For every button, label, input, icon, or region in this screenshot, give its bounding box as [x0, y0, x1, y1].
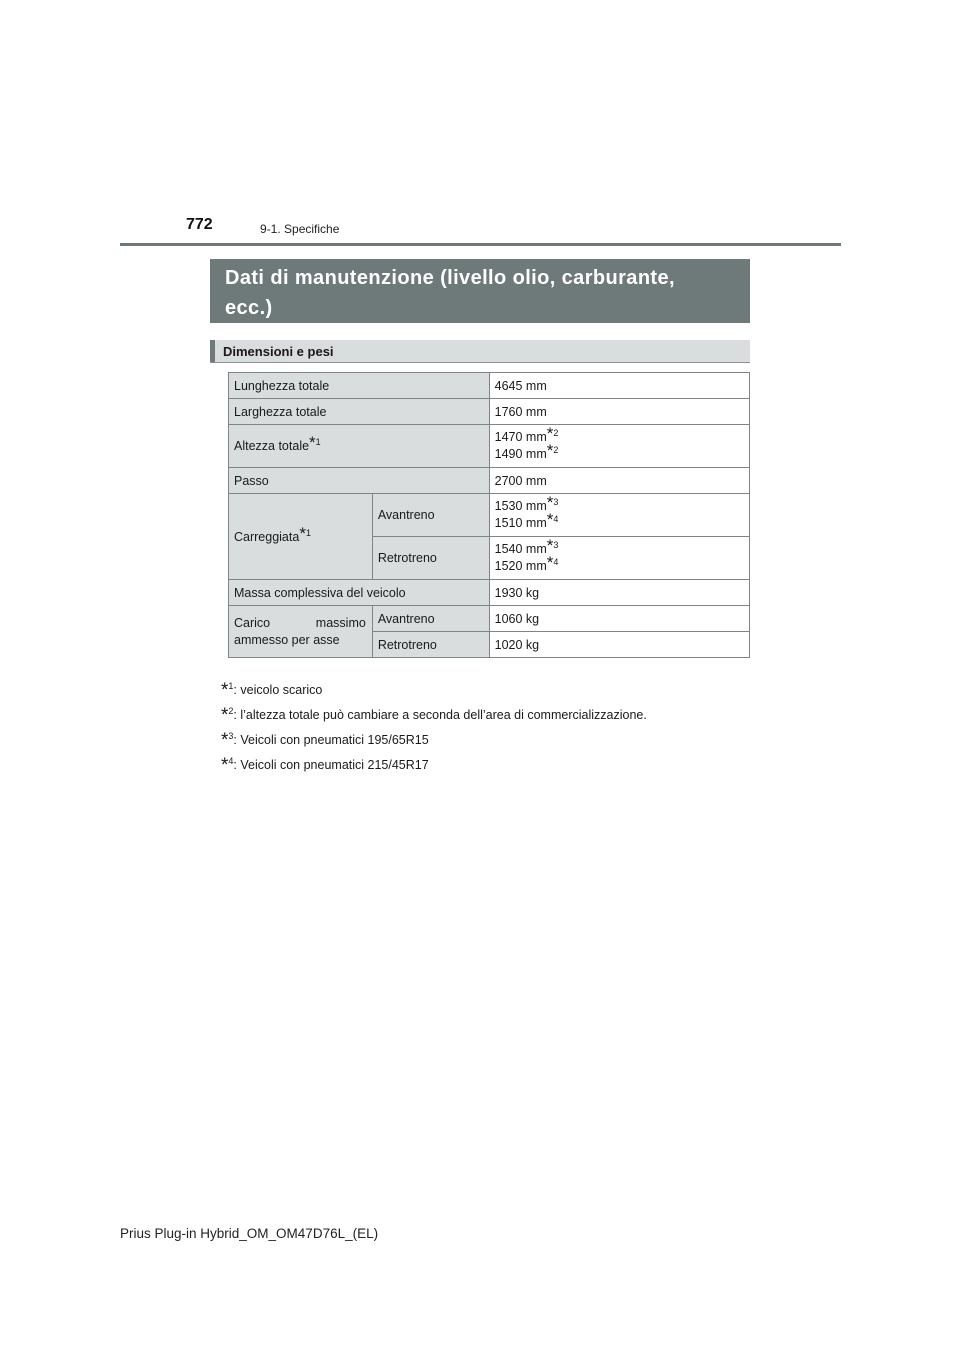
- cell-value-overall-height: [489, 425, 749, 468]
- cell-value-overall-length: 4645 mm: [489, 373, 749, 399]
- footnote-2: [221, 699, 761, 724]
- cell-value-axle-load-front: 1060 kg: [489, 606, 749, 632]
- cell-label-tread: [229, 494, 373, 580]
- cell-label-tread-front: Avantreno: [372, 494, 489, 537]
- footnote-star: *: [546, 536, 554, 555]
- footnote-ref: 2: [553, 445, 559, 455]
- footnote-ref: 4: [553, 514, 559, 524]
- overall-height-value-1: 1470 mm: [494, 430, 547, 444]
- overall-height-value-2: 1490 mm: [494, 447, 547, 461]
- cell-label-overall-width: Larghezza totale: [229, 399, 490, 425]
- overall-height-label: Altezza totale: [234, 439, 310, 453]
- table-row: [229, 468, 750, 494]
- document-footer: Prius Plug-in Hybrid_OM_OM47D76L_(EL): [120, 1226, 379, 1241]
- section-reference: 9-1. Specifiche: [260, 222, 340, 236]
- cell-label-gross-vehicle-mass: Massa complessiva del veicolo: [229, 580, 490, 606]
- table-row: [229, 425, 750, 468]
- cell-value-axle-load-rear: 1020 kg: [489, 632, 749, 658]
- cell-label-overall-length: Lunghezza totale: [229, 373, 490, 399]
- cell-value-tread-rear: [489, 537, 749, 580]
- footnote-star: *: [546, 510, 554, 529]
- cell-value-overall-width: 1760 mm: [489, 399, 749, 425]
- cell-label-axle-load-rear: Retrotreno: [372, 632, 489, 658]
- footnote-star: *: [221, 705, 229, 726]
- subheading-marker: [210, 340, 215, 362]
- cell-label-overall-height: [229, 425, 490, 468]
- tread-front-value-1: 1530 mm: [494, 499, 547, 513]
- header-divider: [120, 243, 841, 246]
- tread-rear-value-1: 1540 mm: [494, 542, 547, 556]
- page-number: 772: [186, 216, 213, 233]
- footnote-ref: 3: [553, 497, 559, 507]
- footnote-text: : Veicoli con pneumatici 195/65R15: [233, 733, 429, 747]
- axle-load-label-line-2: ammesso per asse: [234, 632, 340, 647]
- footnote-4: [221, 749, 761, 774]
- footnote-text: : l’altezza totale può cambiare a seconda dell’area di commercializzazione.: [233, 708, 647, 722]
- page-title-line-1: Dati di manutenzione (livello olio, carburante,: [225, 267, 675, 289]
- subheading-text: Dimensioni e pesi: [223, 344, 334, 359]
- cell-value-tread-front: [489, 494, 749, 537]
- footnote-star: *: [546, 441, 554, 460]
- tread-label: Carreggiata: [234, 529, 300, 544]
- cell-label-wheelbase: Passo: [229, 468, 490, 494]
- footnote-ref: 1: [305, 527, 311, 538]
- table-row: [229, 373, 750, 399]
- footnote-number: 1: [228, 681, 234, 691]
- tread-rear-value-2: 1520 mm: [494, 559, 547, 573]
- footnote-star: *: [299, 523, 306, 543]
- dimensions-table: [228, 372, 750, 658]
- footnote-star: *: [309, 433, 316, 452]
- table-row: [229, 494, 750, 537]
- footnote-star: *: [546, 553, 554, 572]
- footnote-star: *: [221, 680, 229, 701]
- footnote-ref: 2: [553, 428, 559, 438]
- footnote-text: : Veicoli con pneumatici 215/45R17: [233, 758, 429, 772]
- cell-label-axle-load: [229, 606, 373, 658]
- footnote-star: *: [546, 424, 554, 443]
- subheading: [210, 340, 750, 363]
- footnote-number: 3: [228, 731, 234, 741]
- cell-label-axle-load-front: Avantreno: [372, 606, 489, 632]
- footnote-ref: 3: [553, 540, 559, 550]
- footnote-1: [221, 674, 761, 699]
- footnote-ref: 1: [315, 437, 321, 447]
- table-row: [229, 399, 750, 425]
- cell-value-wheelbase: 2700 mm: [489, 468, 749, 494]
- footnote-3: [221, 724, 761, 749]
- table-row: [229, 606, 750, 632]
- page-title-line-2: ecc.): [225, 297, 273, 319]
- axle-load-label-line-1: Carico massimo: [234, 615, 366, 630]
- cell-label-tread-rear: Retrotreno: [372, 537, 489, 580]
- table-row: [229, 580, 750, 606]
- footnote-star: *: [221, 730, 229, 751]
- footnote-number: 2: [228, 706, 234, 716]
- footnote-star: *: [221, 755, 229, 776]
- footnote-number: 4: [228, 756, 234, 766]
- footnote-ref: 4: [553, 557, 559, 567]
- cell-value-gross-vehicle-mass: 1930 kg: [489, 580, 749, 606]
- page-title: [210, 259, 750, 323]
- footnote-star: *: [546, 493, 554, 512]
- footnote-text: : veicolo scarico: [233, 683, 323, 697]
- tread-front-value-2: 1510 mm: [494, 516, 547, 530]
- footnotes: [221, 674, 761, 774]
